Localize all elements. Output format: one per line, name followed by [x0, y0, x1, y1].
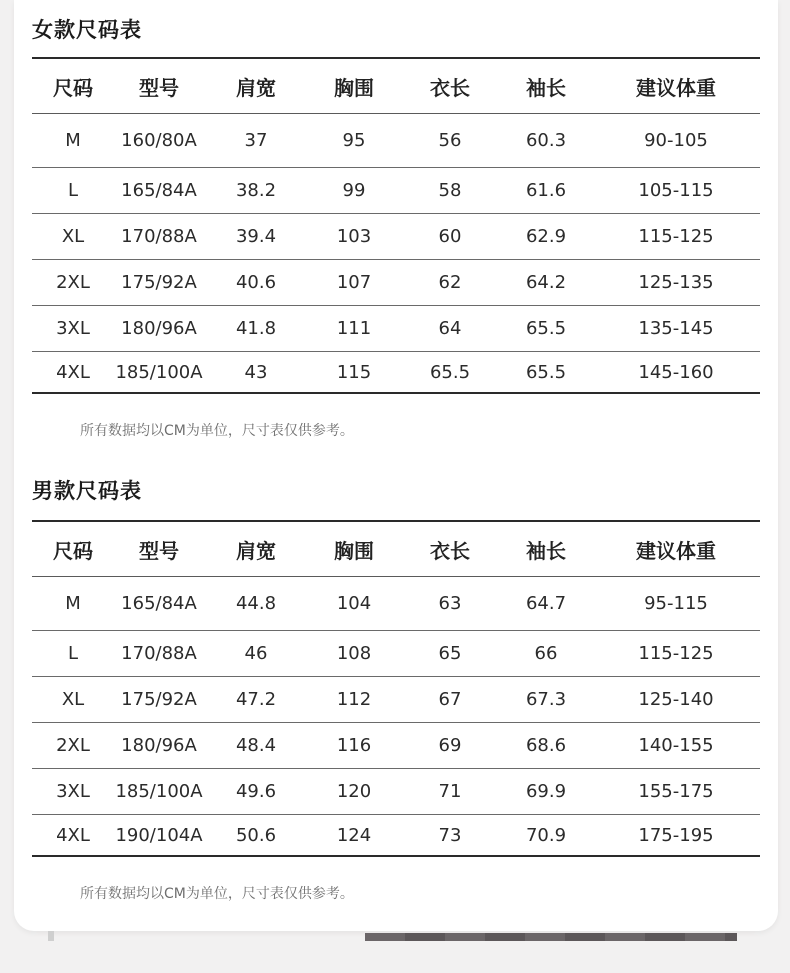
header-shoulder: 肩宽: [236, 75, 276, 100]
table-row: [32, 815, 760, 857]
cell-shoulder: 46: [244, 643, 268, 664]
cell-size: XL: [61, 689, 85, 710]
cell-length: 60: [438, 226, 462, 247]
cell-chest: 104: [336, 593, 372, 614]
cell-weight: 125-140: [638, 689, 714, 710]
cell-length: 62: [438, 272, 462, 293]
cell-model: 160/80A: [121, 130, 197, 151]
cell-weight: 155-175: [638, 781, 714, 802]
cell-shoulder: 47.2: [235, 689, 277, 710]
cell-chest: 115: [336, 361, 372, 383]
cell-shoulder: 39.4: [235, 226, 277, 247]
cell-model: 170/88A: [121, 226, 197, 247]
cell-shoulder: 40.6: [235, 272, 277, 293]
cell-model: 180/96A: [121, 735, 197, 756]
cell-weight: 145-160: [638, 361, 714, 383]
cell-model: 185/100A: [115, 781, 203, 802]
header-size: 尺码: [53, 538, 93, 563]
cell-chest: 124: [336, 824, 372, 846]
table-header: [32, 522, 760, 577]
cell-chest: 103: [336, 226, 372, 247]
table-row: [32, 260, 760, 306]
cell-model: 175/92A: [121, 689, 197, 710]
table-row: [32, 352, 760, 394]
cell-sleeve: 65.5: [525, 318, 567, 339]
cell-size: 4XL: [56, 824, 90, 846]
cell-weight: 105-115: [638, 180, 714, 201]
cell-chest: 99: [342, 180, 366, 201]
cell-shoulder: 38.2: [235, 180, 277, 201]
men-note: 所有数据均以CM为单位，尺寸表仅供参考。: [80, 886, 354, 902]
cell-size: L: [67, 643, 79, 664]
cell-size: 3XL: [56, 318, 90, 339]
cell-weight: 135-145: [638, 318, 714, 339]
cell-size: 2XL: [56, 735, 90, 756]
cell-size: 2XL: [56, 272, 90, 293]
cell-sleeve: 62.9: [525, 226, 567, 247]
cell-sleeve: 60.3: [525, 130, 567, 151]
header-chest: 胸围: [334, 538, 374, 563]
cell-chest: 95: [342, 130, 366, 151]
women-size-table: [32, 57, 760, 394]
cell-model: 190/104A: [115, 824, 203, 846]
cell-sleeve: 67.3: [525, 689, 567, 710]
header-length: 衣长: [430, 75, 470, 100]
cell-size: XL: [61, 226, 85, 247]
table-row: [32, 114, 760, 168]
cell-sleeve: 69.9: [525, 781, 567, 802]
cell-weight: 125-135: [638, 272, 714, 293]
cell-model: 165/84A: [121, 593, 197, 614]
cell-size: M: [65, 130, 81, 151]
women-note: 所有数据均以CM为单位，尺寸表仅供参考。: [80, 423, 354, 439]
cell-chest: 111: [336, 318, 372, 339]
background-fragment: [48, 931, 54, 941]
cell-size: M: [65, 593, 81, 614]
table-row: [32, 631, 760, 677]
cell-length: 58: [438, 180, 462, 201]
cell-model: 170/88A: [121, 643, 197, 664]
cell-size: L: [67, 180, 79, 201]
cell-shoulder: 48.4: [235, 735, 277, 756]
table-row: [32, 577, 760, 631]
cell-model: 180/96A: [121, 318, 197, 339]
cell-weight: 90-105: [644, 130, 708, 151]
cell-length: 69: [438, 735, 462, 756]
cell-weight: 140-155: [638, 735, 714, 756]
cell-model: 185/100A: [115, 361, 203, 383]
header-shoulder: 肩宽: [236, 538, 276, 563]
table-row: [32, 306, 760, 352]
cell-chest: 108: [336, 643, 372, 664]
header-chest: 胸围: [334, 75, 374, 100]
cell-sleeve: 64.7: [525, 593, 567, 614]
table-row: [32, 168, 760, 214]
cell-size: 4XL: [56, 361, 90, 383]
header-model: 型号: [139, 538, 179, 563]
cell-shoulder: 50.6: [235, 824, 277, 846]
cell-sleeve: 68.6: [525, 735, 567, 756]
table-row: [32, 723, 760, 769]
cell-chest: 116: [336, 735, 372, 756]
cell-length: 65.5: [429, 361, 471, 383]
cell-length: 73: [438, 824, 462, 846]
cell-weight: 115-125: [638, 226, 714, 247]
table-row: [32, 677, 760, 723]
cell-sleeve: 66: [534, 643, 558, 664]
cell-model: 175/92A: [121, 272, 197, 293]
cell-model: 165/84A: [121, 180, 197, 201]
cell-shoulder: 44.8: [235, 593, 277, 614]
cell-weight: 95-115: [644, 593, 708, 614]
cell-weight: 115-125: [638, 643, 714, 664]
cell-sleeve: 65.5: [525, 361, 567, 383]
cell-chest: 112: [336, 689, 372, 710]
cell-length: 64: [438, 318, 462, 339]
cell-length: 71: [438, 781, 462, 802]
cell-size: 3XL: [56, 781, 90, 802]
header-length: 衣长: [430, 538, 470, 563]
header-model: 型号: [139, 75, 179, 100]
women-section-title: 女款尺码表: [32, 18, 142, 42]
table-header: [32, 59, 760, 114]
cell-weight: 175-195: [638, 824, 714, 846]
table-row: [32, 769, 760, 815]
men-section-title: 男款尺码表: [32, 479, 142, 503]
cell-sleeve: 70.9: [525, 824, 567, 846]
men-size-table: [32, 520, 760, 857]
cell-chest: 120: [336, 781, 372, 802]
header-weight: 建议体重: [636, 538, 716, 563]
cell-length: 56: [438, 130, 462, 151]
background-image-strip: [365, 933, 737, 941]
cell-shoulder: 43: [244, 361, 268, 383]
header-sleeve: 袖长: [526, 538, 566, 563]
size-chart-card: [14, 0, 778, 931]
cell-chest: 107: [336, 272, 372, 293]
table-row: [32, 214, 760, 260]
cell-sleeve: 64.2: [525, 272, 567, 293]
cell-shoulder: 49.6: [235, 781, 277, 802]
header-sleeve: 袖长: [526, 75, 566, 100]
women-rows: [32, 114, 760, 394]
men-rows: [32, 577, 760, 857]
cell-sleeve: 61.6: [525, 180, 567, 201]
cell-shoulder: 37: [244, 130, 268, 151]
cell-length: 67: [438, 689, 462, 710]
header-weight: 建议体重: [636, 75, 716, 100]
cell-length: 63: [438, 593, 462, 614]
cell-length: 65: [438, 643, 462, 664]
cell-shoulder: 41.8: [235, 318, 277, 339]
header-size: 尺码: [53, 75, 93, 100]
